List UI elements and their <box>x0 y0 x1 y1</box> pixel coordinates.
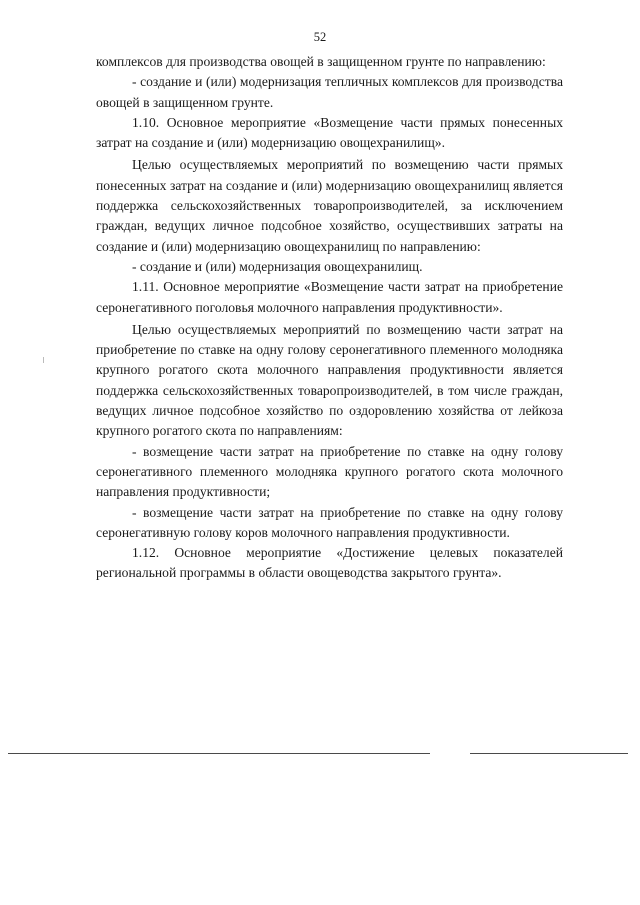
section-heading-1-10: 1.10. Основное мероприятие «Возмещение части прямых понесенных затрат на создание и (или) модернизацию овощехранилищ». <box>96 114 563 151</box>
list-item: - возмещение части затрат на приобретение по ставке на одну голову серонегативную голову коров молочного направления продуктивности. <box>96 504 563 540</box>
list-item: - создание и (или) модернизация тепличных комплексов для производства овощей в защищенном грунте. <box>96 74 563 110</box>
section-heading-1-11: 1.11. Основное мероприятие «Возмещение части затрат на приобретение серонегативного поголовья молочного направления продуктивности». <box>96 279 563 315</box>
page-number: 52 <box>313 30 327 44</box>
list-item: - возмещение части затрат на приобретение по ставке на одну голову серонегативного племенного молодняка крупного рогатого скота молочного направления продуктивности; <box>96 443 563 500</box>
scan-artifact <box>43 357 44 363</box>
paragraph-continuation: комплексов для производства овощей в защищенном грунте по направлению: <box>96 54 546 69</box>
footer-divider <box>8 753 430 754</box>
paragraph: Целью осуществляемых мероприятий по возмещению части прямых понесенных затрат на создание и (или) модернизацию овощехранилищ является поддержка сельскохозяйственных товаропроизводителей, за исключением граждан, ведущих личное подсобное хозяйство, осуществивших затраты на создание и (или) модернизацию овощехранилищ по направлению: <box>96 157 563 254</box>
footer-divider <box>470 753 628 754</box>
section-heading-1-12: 1.12. Основное мероприятие «Достижение целевых показателей региональной программы в области овощеводства закрытого грунта». <box>96 545 563 581</box>
list-item: - создание и (или) модернизация овощехранилищ. <box>132 258 423 274</box>
document-body <box>96 52 563 584</box>
paragraph: Целью осуществляемых мероприятий по возмещению части затрат на приобретение по ставке на одну голову серонегативного племенного молодняка крупного рогатого скота молочного направления продуктивности является поддержка сельскохозяйственных товаропроизводителей, в том числе граждан, ведущих личное подсобное хозяйство по оздоровлению хозяйства от лейкоза крупного рогатого скота по направлениям: <box>96 321 563 439</box>
